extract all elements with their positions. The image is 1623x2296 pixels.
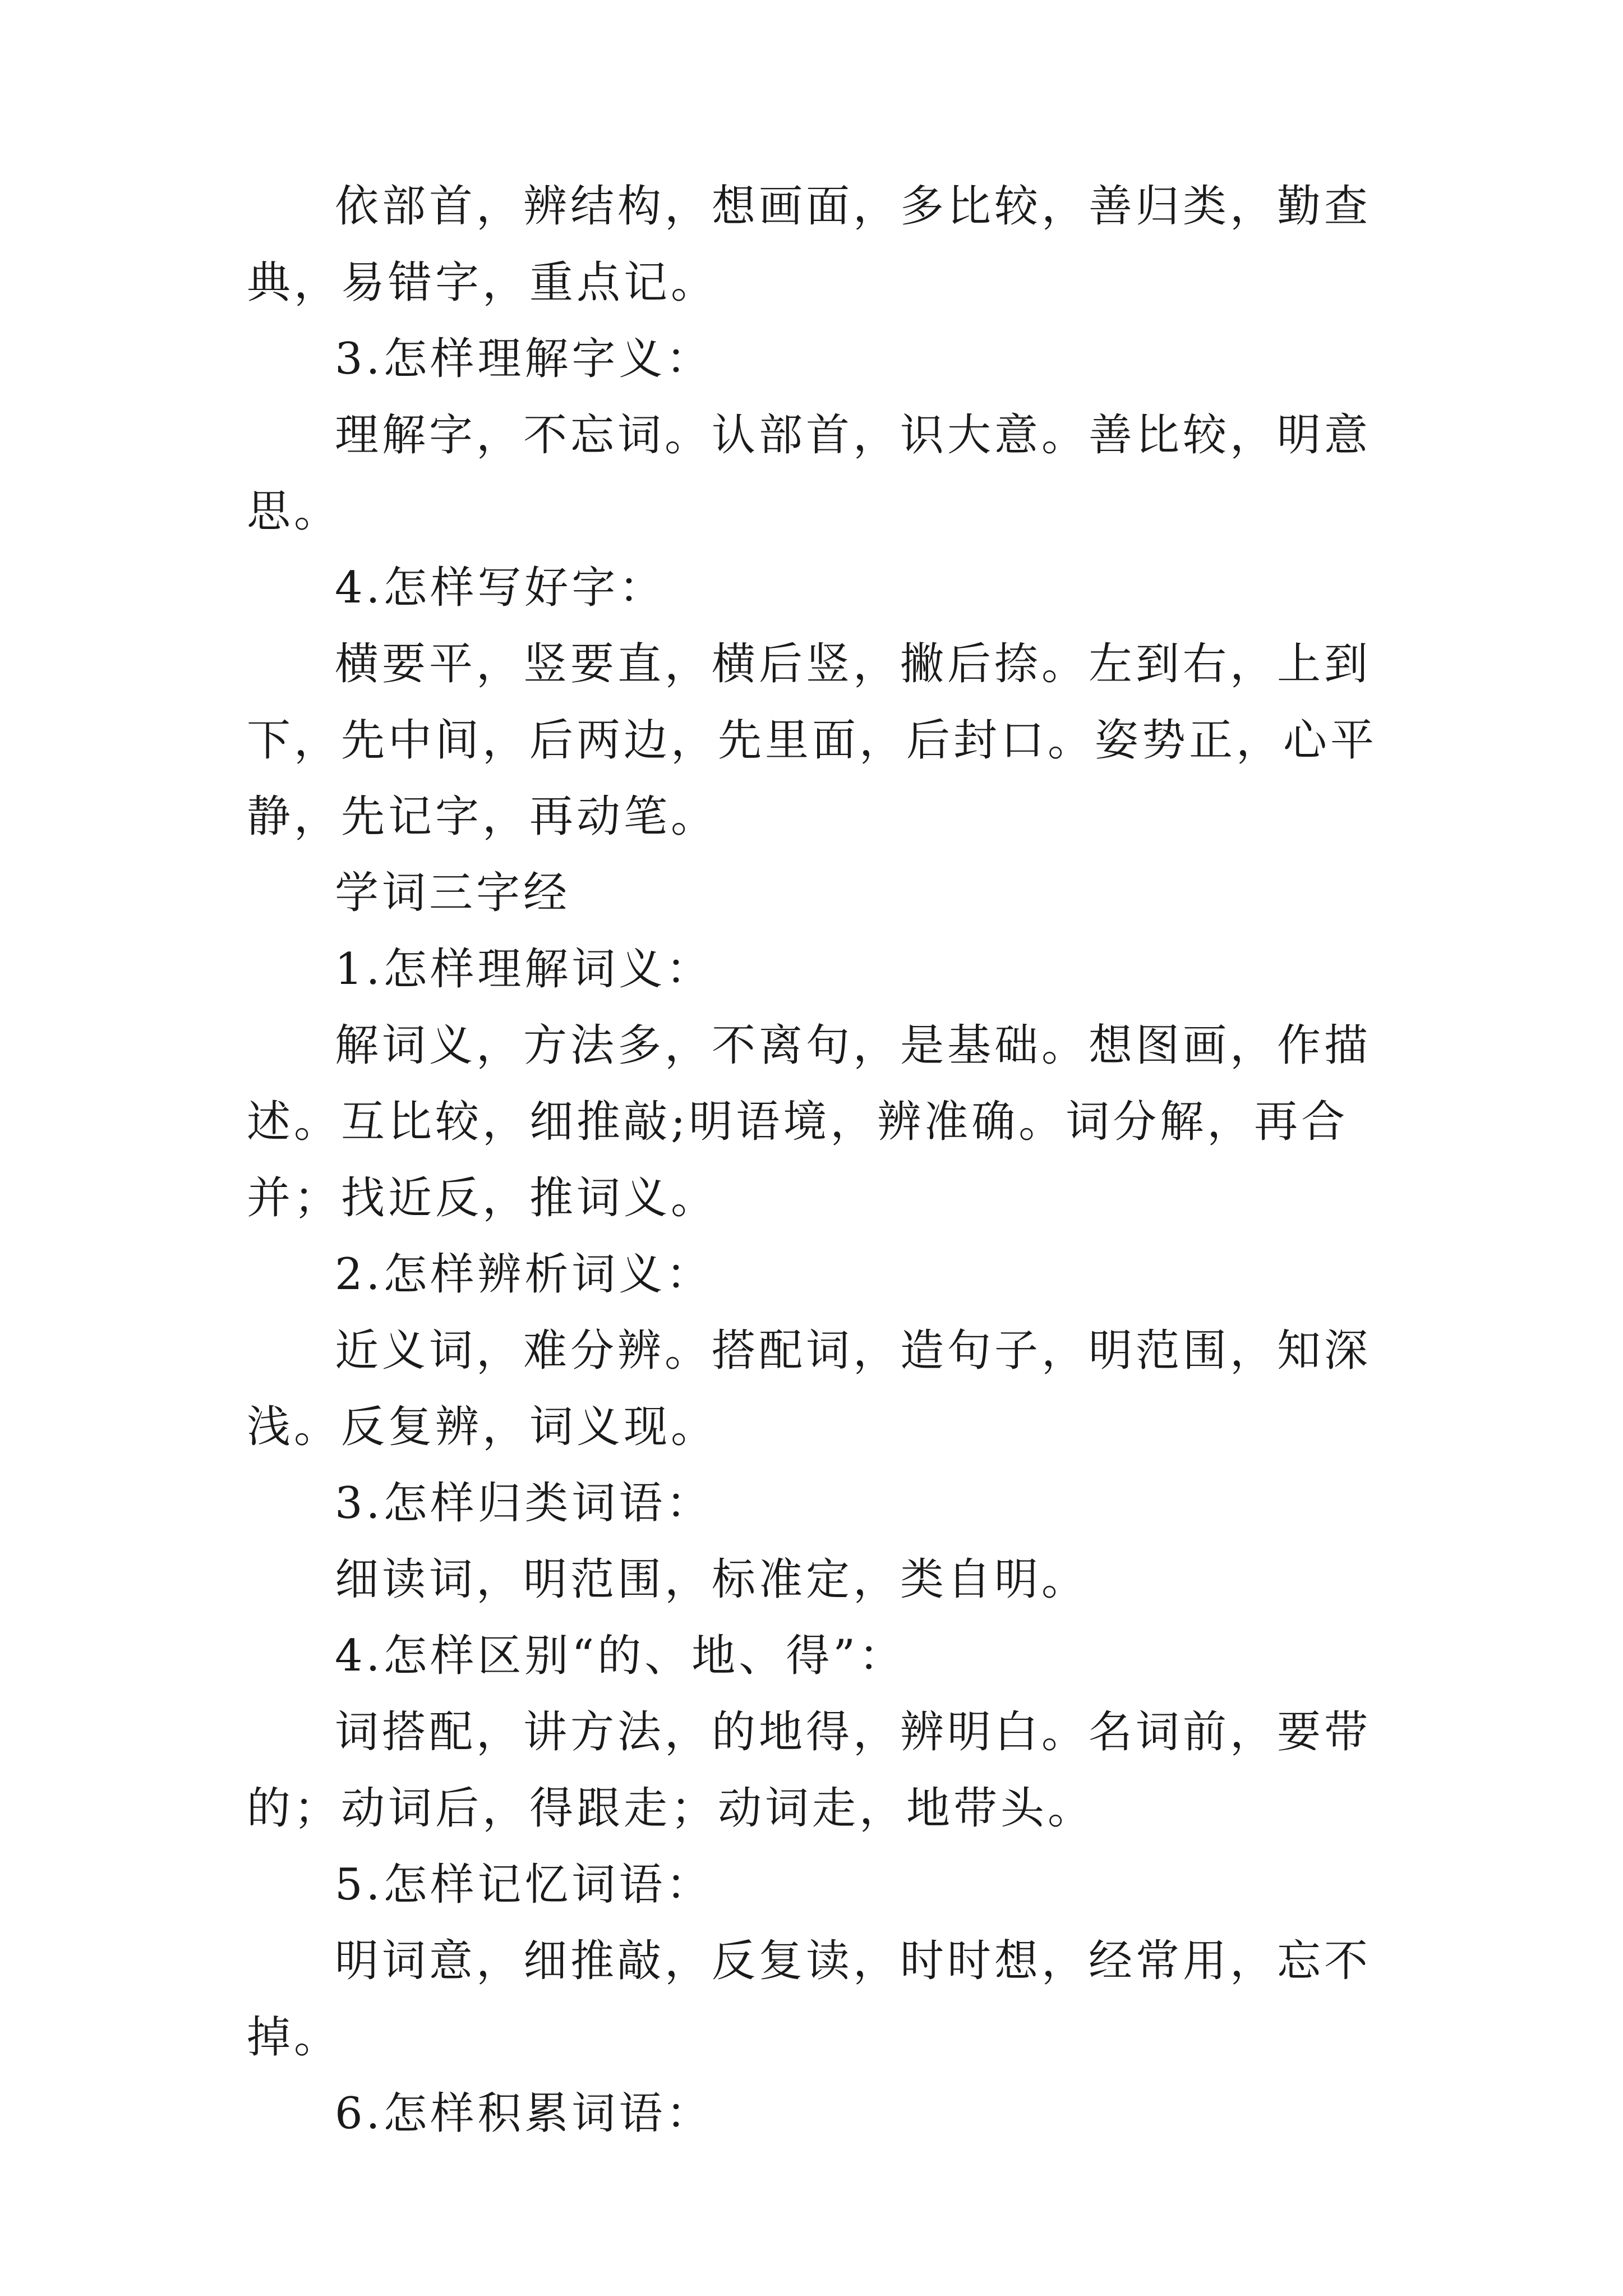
paragraph-memorize-words: 明词意，细推敲，反复读，时时想，经常用，忘不掉。 [247, 1936, 1372, 2063]
paragraph-word-memory-tips: 依部首，辨结构，想画面，多比较，善归类，勤查典，易错字，重点记。 [247, 181, 1372, 308]
document-body [247, 168, 1413, 2152]
paragraph-distinguish-words: 近义词，难分辨。搭配词，造句子，明范围，知深浅。反复辨，词义现。 [247, 1326, 1372, 1452]
heading-understand-word-meaning: 1.怎样理解词义： [335, 944, 713, 995]
paragraph-word-meaning: 解词义，方法多，不离句，是基础。想图画，作描述。互比较，细推敲;明语境，辨准确。词分解，再合并；找近反，推词义。 [247, 1020, 1372, 1223]
paragraph-writing-rules: 横要平，竖要直，横后竖，撇后捺。左到右，上到下，先中间，后两边，先里面，后封口。姿势正，心平静，先记字，再动笔。 [247, 639, 1378, 842]
heading-understand-character-meaning: 3.怎样理解字义： [335, 334, 713, 384]
heading-write-characters-well: 4.怎样写好字： [335, 563, 666, 613]
section-title-word-learning: 学词三字经 [335, 868, 571, 918]
heading-distinguish-word-meaning: 2.怎样辨析词义： [335, 1249, 713, 1300]
heading-de-di-de: 4.怎样区别“的、地、得”： [335, 1631, 906, 1681]
heading-memorize-words: 5.怎样记忆词语： [335, 1860, 713, 1910]
paragraph-classify-words: 细读词，明范围，标准定，类自明。 [335, 1554, 1089, 1605]
heading-classify-words: 3.怎样归类词语： [335, 1478, 713, 1529]
heading-accumulate-words: 6.怎样积累词语： [335, 2088, 713, 2139]
paragraph-character-meaning: 理解字，不忘词。认部首，识大意。善比较，明意思。 [247, 410, 1372, 537]
paragraph-de-di-de: 词搭配，讲方法，的地得，辨明白。名词前，要带的；动词后，得跟走；动词走，地带头。 [247, 1707, 1372, 1834]
